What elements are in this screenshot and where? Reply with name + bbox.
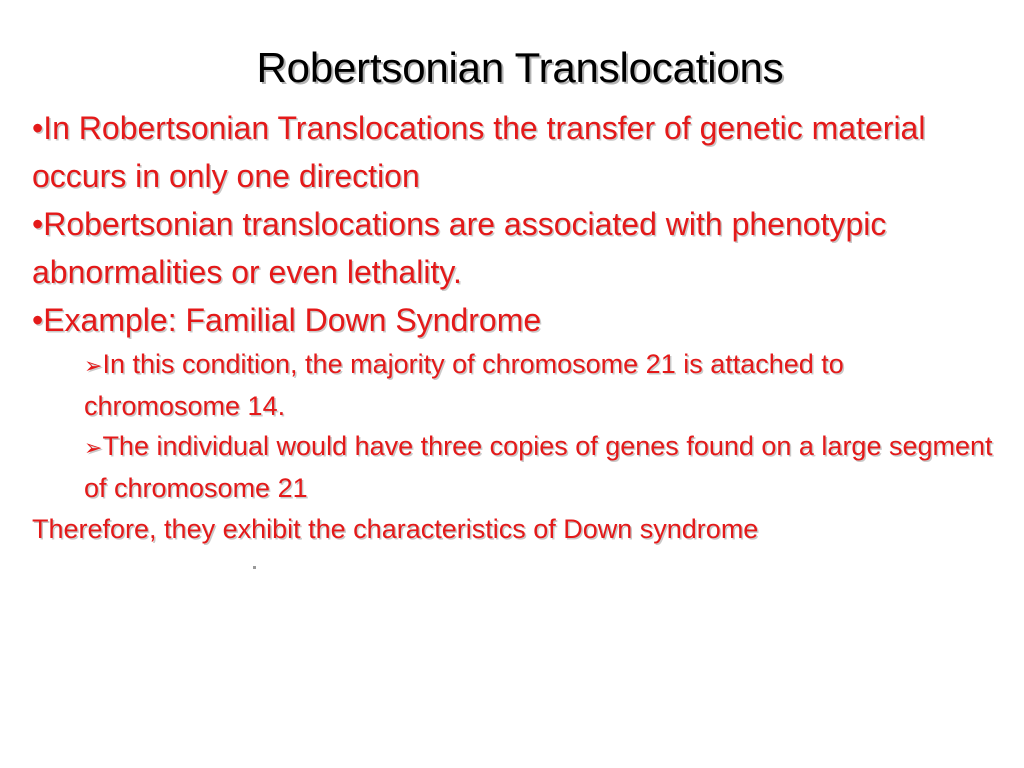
bullet-marker: •: [32, 206, 44, 242]
bullet-marker: •: [32, 110, 44, 146]
arrow-bullet-icon: ➢: [84, 353, 103, 378]
slide-title: Robertsonian Translocations: [256, 44, 784, 91]
bullet-text: In Robertsonian Translocations the transfer of genetic material occurs in only one direction: [32, 110, 926, 194]
arrow-bullet-icon: ➢: [84, 435, 103, 460]
sub-bullet-item-2: [84, 426, 1007, 508]
bullet-text: Example: Familial Down Syndrome: [43, 302, 542, 338]
bullet-marker: •: [32, 302, 44, 338]
conclusion-text: Therefore, they exhibit the characteristics of Down syndrome: [32, 514, 759, 544]
sub-bullet-item-1: [84, 344, 1007, 426]
bullet-item-1: [32, 104, 1007, 200]
slide-body: [32, 104, 1007, 550]
bullet-item-3: [32, 296, 1007, 344]
bullet-item-2: [32, 200, 1007, 296]
sub-bullet-text: The individual would have three copies of genes found on a large segment of chromosome 21: [84, 431, 993, 503]
sub-bullet-text: In this condition, the majority of chromosome 21 is attached to chromosome 14.: [84, 349, 844, 421]
stray-dot: [253, 566, 256, 569]
bullet-text: Robertsonian translocations are associated with phenotypic abnormalities or even lethality.: [32, 206, 887, 290]
